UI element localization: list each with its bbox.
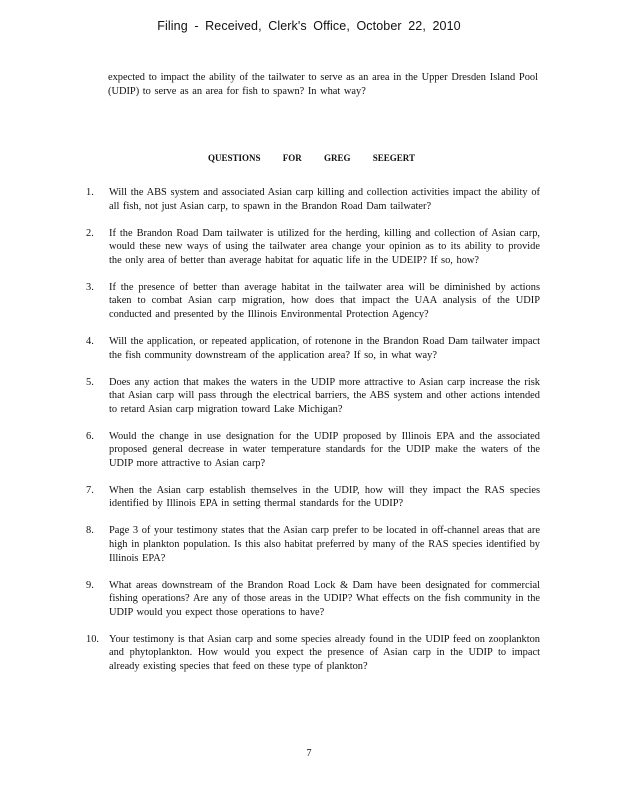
question-text: Your testimony is that Asian carp and some species already found in the UDIP feed on zooplankton and phytoplankton. How would you expect the presence of Asian carp in the UDIP to impact already existing species that feed on these type of plankton? — [109, 633, 540, 672]
question-item-2 — [86, 227, 540, 268]
question-number: 6. — [86, 430, 94, 442]
question-text: When the Asian carp establish themselves in the UDIP, how will they impact the RAS species identified by Illinois EPA in setting thermal standards for the UDIP? — [109, 484, 540, 510]
question-number: 4. — [86, 335, 94, 347]
question-item-4 — [86, 335, 540, 362]
question-number: 7. — [86, 484, 94, 496]
question-number: 2. — [86, 227, 94, 239]
question-number: 5. — [86, 376, 94, 388]
question-item-8 — [86, 524, 540, 565]
question-text: Will the ABS system and associated Asian carp killing and collection activities impact the ability of all fish, not just Asian carp, to spawn in the Brandon Road Dam tailwater? — [109, 187, 540, 212]
question-text: If the presence of better than average habitat in the tailwater area will be diminished by actions taken to combat Asian carp migration, how does that impact the UAA analysis of the UDIP conducted and presented by the Illinois Environmental Protection Agency? — [109, 281, 540, 320]
filing-header: Filing - Received, Clerk's Office, October 22, 2010 — [157, 19, 461, 33]
question-number: 9. — [86, 579, 94, 591]
question-text: Does any action that makes the waters in the UDIP more attractive to Asian carp increase the risk that Asian carp will pass through the electrical barriers, the ABS system and other actions intended to retard Asian carp migration toward Lake Michigan? — [109, 376, 540, 415]
question-item-6 — [86, 430, 540, 471]
question-item-3 — [86, 281, 540, 322]
section-title: QUESTIONS FOR GREG SEEGERT — [208, 153, 415, 163]
question-item-10 — [86, 633, 540, 674]
question-text: Would the change in use designation for the UDIP proposed by Illinois EPA and the associated proposed general decrease in water temperature standards for the UDIP make the waters of the UDIP more attractive to Asian carp? — [109, 430, 540, 469]
question-number: 1. — [86, 187, 94, 198]
question-text: Will the application, or repeated application, of rotenone in the Brandon Road Dam tailwater impact the fish community downstream of the application area? If so, in what way? — [109, 335, 540, 361]
question-number: 10. — [86, 633, 99, 645]
question-item-1 — [86, 186, 540, 213]
question-item-9 — [86, 579, 540, 620]
question-number: 3. — [86, 281, 94, 293]
intro-paragraph: expected to impact the ability of the tailwater to serve as an area in the Upper Dresden Island Pool (UDIP) to serve as an area for fish to spawn? In what way? — [108, 72, 538, 97]
page-number: 7 — [306, 748, 312, 759]
question-number: 8. — [86, 525, 94, 537]
question-list — [86, 186, 540, 687]
question-text: If the Brandon Road Dam tailwater is utilized for the herding, killing and collection of Asian carp, would these new ways of using the tailwater area change your opinion as to its ability to provide the only area of better than average habitat for aquatic life in the UDEIP? If so, how? — [109, 227, 540, 266]
question-item-5 — [86, 376, 540, 417]
question-item-7 — [86, 484, 540, 511]
question-text: Page 3 of your testimony states that the Asian carp prefer to be located in off-channel areas that are high in plankton population. Is this also habitat preferred by many of the RAS species identified by Illinois EPA? — [109, 525, 540, 564]
question-text: What areas downstream of the Brandon Road Lock & Dam have been designated for commercial fishing operations? Are any of those areas in the UDIP? What effects on the fish community in the UDIP would you expect those operations to have? — [109, 579, 540, 618]
